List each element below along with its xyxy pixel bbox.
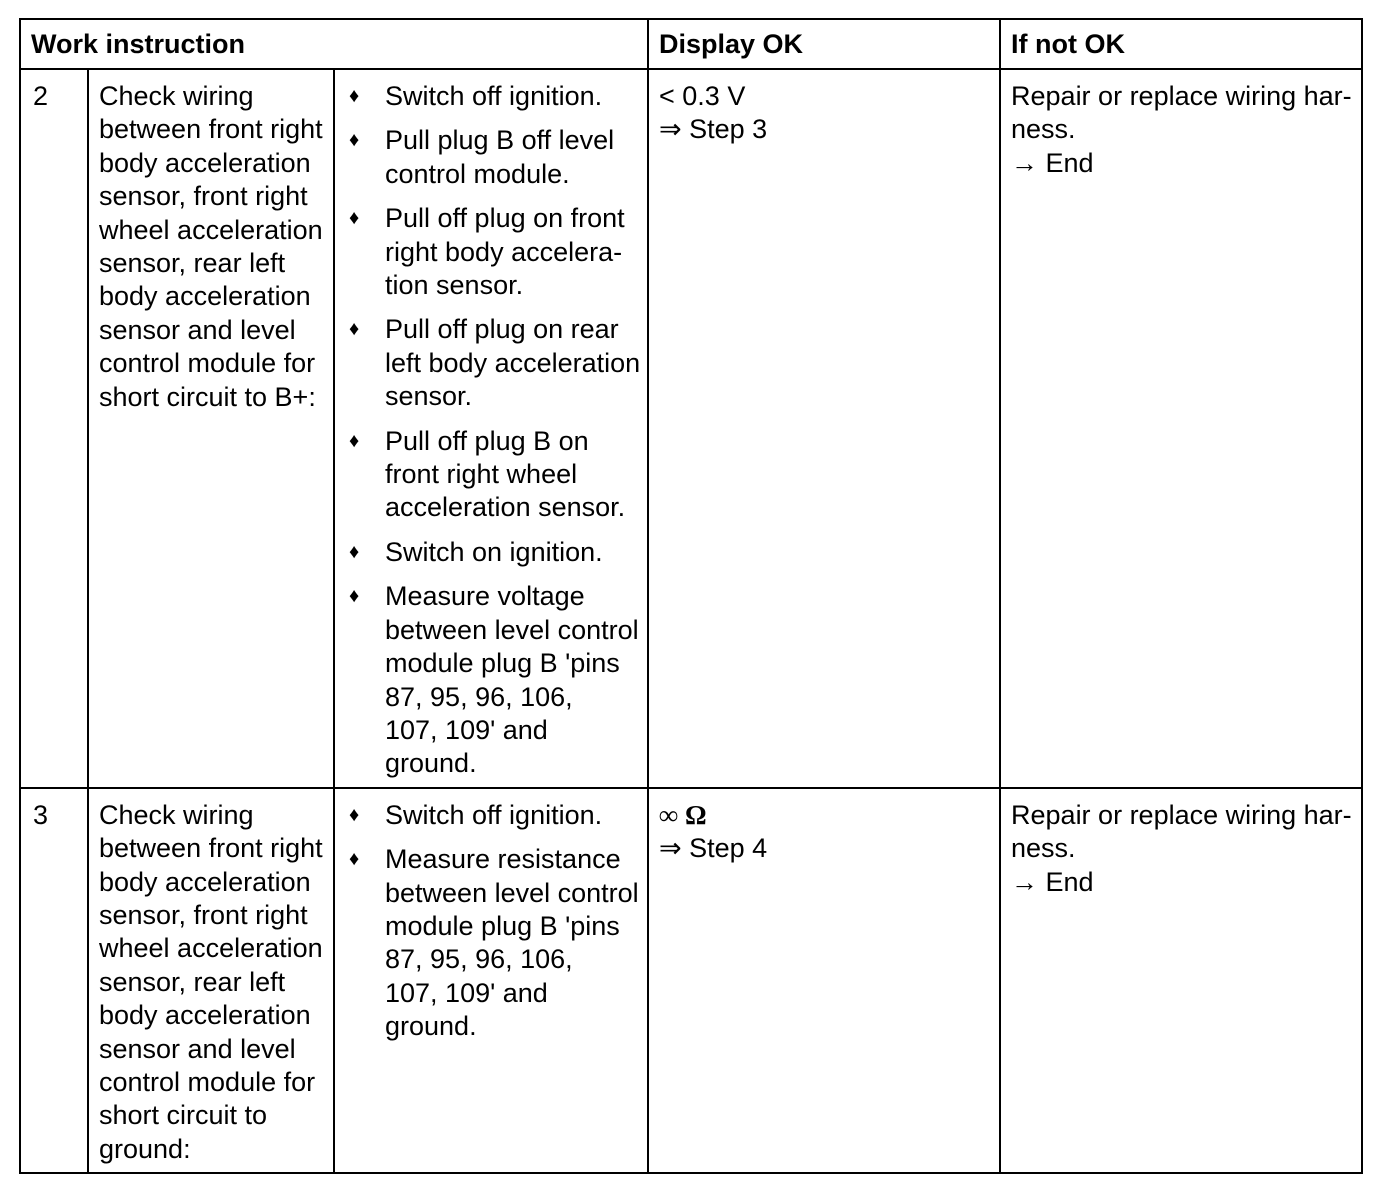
diamond-bullet-icon: ♦ [349,429,360,452]
step-description: Check wiring between front right body acceleration sensor, front right wheel acceleration sensor, rear left body acceleration sensor and level control module for short circuit to ground: [88,788,334,1173]
list-item: ♦ Measure resistance between level control module plug B 'pins 87, 95, 96, 106, 107, 109' and ground. [349,844,639,1042]
diamond-bullet-icon: ♦ [349,129,360,152]
table-header-row [20,19,1362,69]
display-ok-next: ⇒ Step 3 [659,114,768,145]
if-not-ok-next: → End [1011,866,1094,897]
action-steps [334,788,648,1173]
display-ok-value: < 0.3 V [659,81,746,111]
step-description: Check wiring between front right body acceleration sensor, front right wheel acceleration sensor, rear left body acceleration sensor and level control module for short circuit to B+: [88,69,334,788]
step-number: 2 [20,69,88,788]
diamond-bullet-icon: ♦ [349,540,360,563]
step-number: 3 [20,788,88,1173]
display-ok-cell [648,788,1000,1173]
action-list [345,80,643,781]
diamond-bullet-icon: ♦ [349,207,360,230]
action-text: Switch off ignition. [385,81,603,111]
diamond-bullet-icon: ♦ [349,803,360,826]
diamond-bullet-icon: ♦ [349,85,360,107]
action-steps [334,69,648,788]
list-item [345,799,643,832]
list-item: ♦ Measure voltage between level control module plug B 'pins 87, 95, 96, 106, 107, 109' and ground. [349,581,639,779]
action-text: Switch on ignition. [385,536,603,567]
diamond-bullet-icon: ♦ [349,848,360,871]
display-ok-next: ⇒ Step 4 [659,833,768,864]
work-instruction-table-wrapper [19,18,1361,1174]
if-not-ok-next: → End [1011,147,1094,178]
if-not-ok-cell: Repair or replace wiring har- ness. → End [1000,788,1362,1173]
work-instruction-table [19,18,1363,1174]
display-ok-value: ∞ Ω [659,799,707,830]
header-if-not-ok: If not OK [1000,19,1362,69]
list-item: ♦ Pull off plug on front right body accelera- tion sensor. [349,203,625,301]
diamond-bullet-icon: ♦ [349,318,360,341]
header-work-instruction: Work instruction [20,19,648,69]
header-display-ok: Display OK [648,19,1000,69]
list-item [345,536,643,569]
list-item: ♦ Pull off plug on rear left body acceleration sensor. [349,314,641,412]
display-ok-cell [648,69,1000,788]
table-row-step-2 [20,69,1362,788]
diamond-bullet-icon: ♦ [349,585,360,608]
table-row-step-3 [20,788,1362,1173]
list-item: ♦ Pull plug B off level control module. [349,125,615,189]
action-list [345,799,643,1044]
if-not-ok-cell: Repair or replace wiring har- ness. → End [1000,69,1362,788]
action-text: Switch off ignition. [385,799,603,830]
list-item [345,80,643,113]
list-item: ♦ Pull off plug B on front right wheel acceleration sensor. [349,425,626,523]
